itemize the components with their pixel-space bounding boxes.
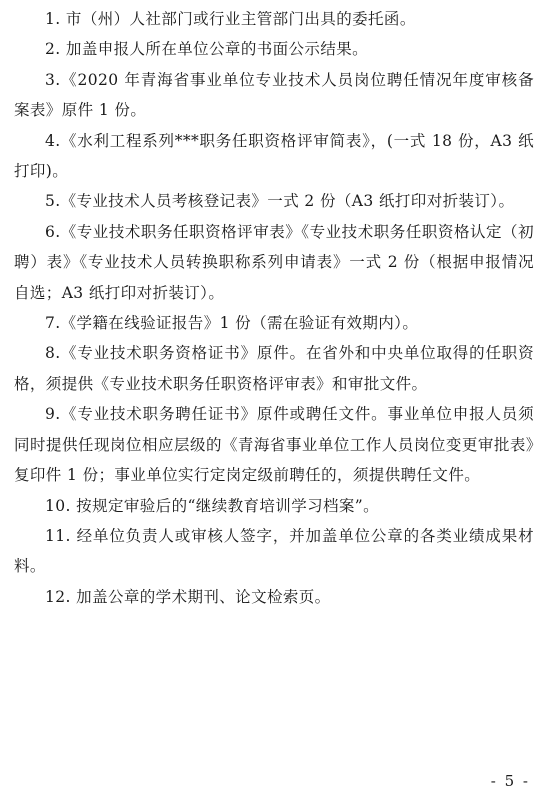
list-item: 4.《水利工程系列***职务任职资格评审简表》，(一式 18 份，A3 纸打印)。 [14,131,534,181]
requirements-list [14,4,534,612]
list-item: 1. 市（州）人社部门或行业主管部门出具的委托函。 [45,10,416,28]
list-item: 8.《专业技术职务资格证书》原件。在省外和中央单位取得的任职资格，须提供《专业技术职务任职资格评审表》和审批文件。 [14,344,534,393]
list-item: 2. 加盖申报人所在单位公章的书面公示结果。 [45,40,369,59]
list-item: 3.《2020 年青海省事业单位专业技术人员岗位聘任情况年度审核备案表》原件 1 份。 [14,70,534,120]
page-number: - 5 - [490,772,530,790]
list-item: 10. 按规定审验后的“继续教育培训学习档案”。 [45,496,380,515]
list-item: 5.《专业技术人员考核登记表》一式 2 份（A3 纸打印对折装订）。 [45,192,515,211]
list-item: 12. 加盖公章的学术期刊、论文检索页。 [45,587,331,606]
list-item: 6.《专业技术职务任职资格评审表》《专业技术职务任职资格认定（初聘）表》《专业技术人员转换职称系列申请表》一式 2 份（根据申报情况自选；A3 纸打印对折装订）。 [14,222,534,302]
list-item: 7.《学籍在线验证报告》1 份（需在验证有效期内）。 [45,314,419,333]
list-item: 11. 经单位负责人或审核人签字，并加盖单位公章的各类业绩成果材料。 [14,526,534,576]
list-item: 9.《专业技术职务聘任证书》原件或聘任文件。事业单位申报人员须同时提供任现岗位相应层级的《青海省事业单位工作人员岗位变更审批表》复印件 1 份；事业单位实行定岗定级前聘任的，须提供聘任文件。 [14,405,534,485]
